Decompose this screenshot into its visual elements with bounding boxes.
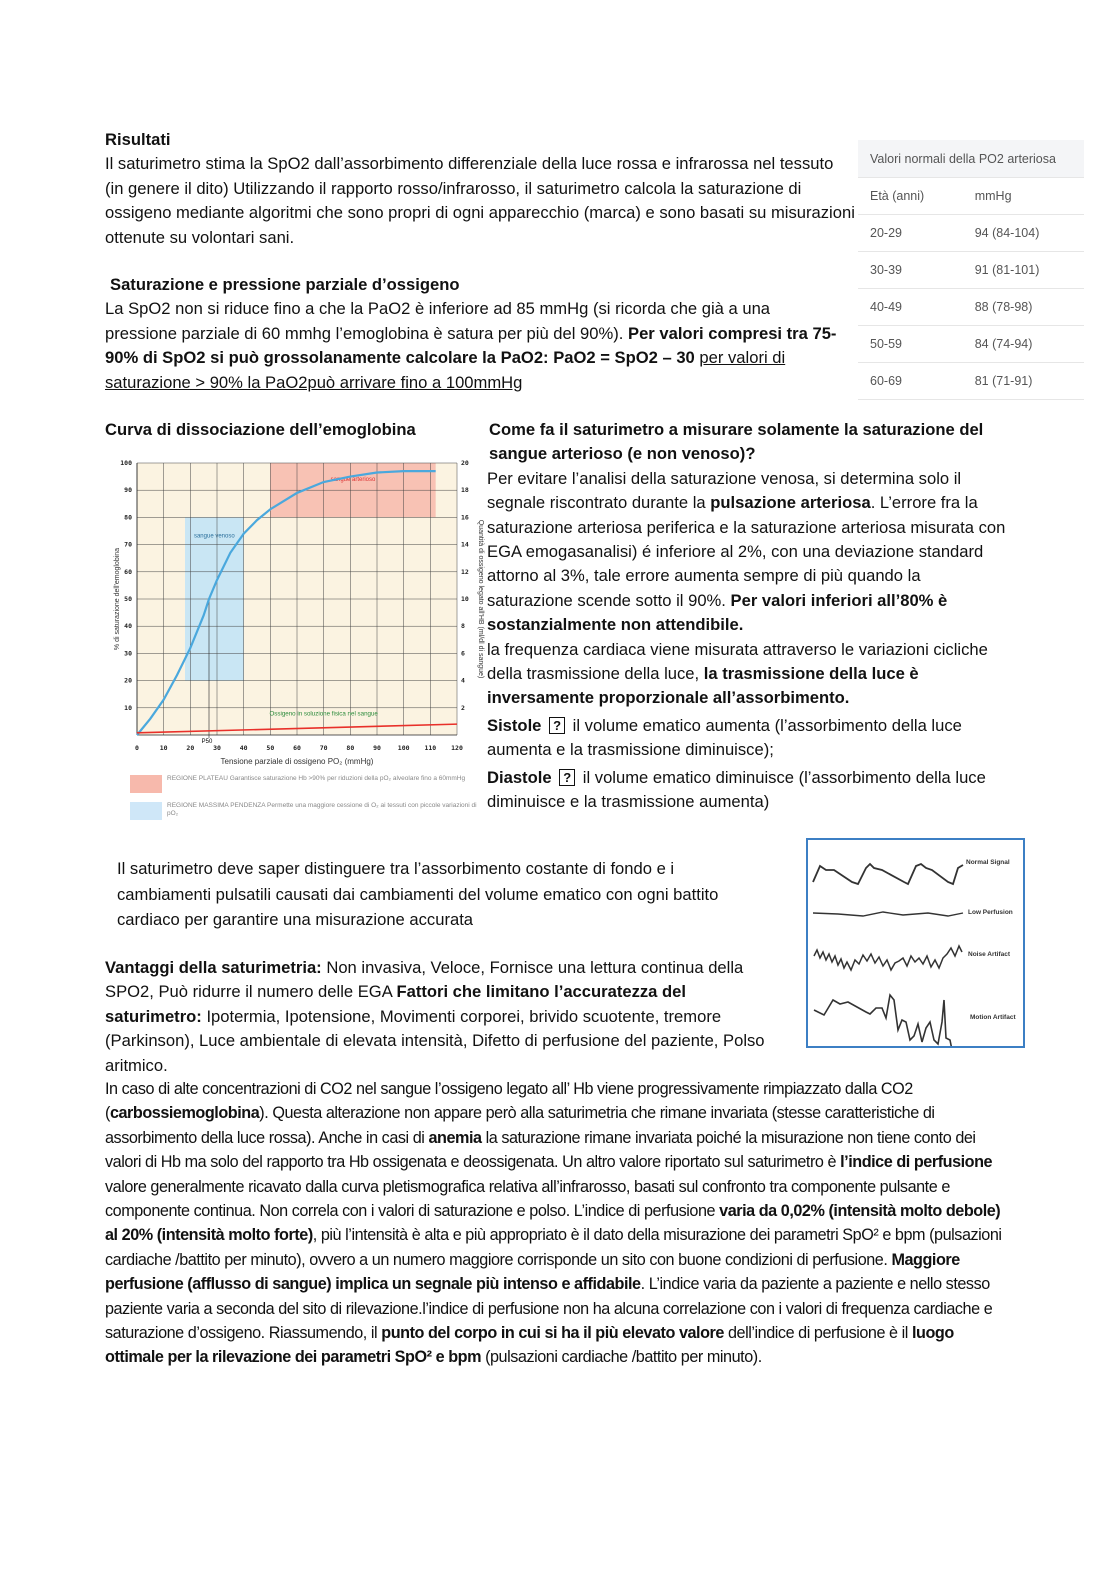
text-run: Il saturimetro stima la SpO2 dall’assorbimento differenziale della luce rossa e infrarossa nel tessuto (in genere il dito) Utilizzando il rapporto rosso/infrarosso, il saturimetro calcola la saturazione di ossigeno mediante algoritmi che sono propri di ogni apparecchio (marca) e sono basati su misurazioni ottenute su volontari sani. (105, 154, 855, 247)
systole-text: il volume ematico aumenta (l’assorbimento della luce aumenta e la trasmissione diminuisce); (487, 715, 962, 760)
y-tick-label: 50 (124, 595, 132, 603)
text-run: Ipotermia, Ipotensione, Movimenti corporei, brivido scuotente, tremore (Parkinson), Luce ambientale di elevata intensità, Difetto di perfusione del paziente, Polso aritmico. (105, 1006, 765, 1075)
y-tick-label: 10 (124, 703, 132, 712)
saturation-section (105, 273, 840, 395)
bold-text: anemia (428, 1128, 482, 1147)
curve-heading: Curva di dissociazione dell’emoglobina (105, 420, 416, 439)
table-row (858, 289, 1084, 326)
y2-tick-label: 10 (461, 595, 469, 603)
waveform-graphics (808, 840, 1023, 1046)
results-section (105, 128, 855, 250)
p50-label: P50 (201, 739, 213, 745)
x-tick-label: 70 (319, 744, 328, 752)
waveform-label: Motion Artifact (970, 1014, 1016, 1021)
normal-signal-wave (813, 864, 963, 884)
diastole-line (487, 766, 1007, 815)
y2-axis-label: Quantità di ossigeno legato all'HB (ml/dl di sangue) (477, 519, 484, 679)
table-row (858, 252, 1084, 289)
y2-tick-label: 18 (461, 486, 469, 495)
how-section (487, 418, 1007, 815)
y2-tick-label: 8 (461, 622, 465, 631)
y2-tick-label: 4 (461, 676, 465, 685)
cell: 91 (81-101) (963, 252, 1084, 289)
y2-tick-label: 16 (461, 513, 469, 522)
region-label: sangue arterioso (330, 477, 376, 483)
arrow-placeholder-icon: ? (559, 769, 575, 786)
legend-swatch (130, 802, 162, 820)
results-paragraph (105, 152, 855, 250)
waveform-label: Noise Artifact (968, 951, 1011, 958)
bold-text: Vantaggi della saturimetria: (105, 958, 322, 977)
cell: 84 (74-94) (963, 326, 1084, 363)
noise-artifact-wave (814, 946, 962, 970)
po2-table-title: Valori normali della PO2 arteriosa (858, 140, 1084, 178)
arrow-placeholder-icon: ? (549, 717, 565, 734)
cell: 40-49 (858, 289, 963, 326)
underlined-text: per valori di saturazione > 90% la PaO2può arrivare fino a 100mmHg (105, 348, 786, 392)
y2-tick-label: 12 (461, 567, 469, 576)
legend-text: REGIONE MASSIMA PENDENZA Permette una maggiore cessione di O₂ ai tessuti con piccole variazioni di pO₂ (167, 802, 477, 817)
y-axis-label: % di saturazione dell'emoglobina (114, 547, 121, 651)
x-tick-label: 20 (186, 744, 195, 752)
x-tick-label: 90 (373, 744, 381, 752)
advantages-paragraph (105, 956, 765, 1078)
text-run: . L’indice varia da paziente a paziente e nello stesso paziente varia a seconda del sito di rilevazione.l’indice di perfusione non ha alcuna correlazione con i valori di frequenza cardiache e saturazione d’ossigeno. Riassumendo, il (105, 1275, 993, 1343)
po2-table-header (858, 178, 1084, 215)
cell: 81 (71-91) (963, 363, 1084, 400)
y2-tick-label: 6 (461, 649, 465, 658)
column-header: mmHg (963, 178, 1084, 215)
text-run: valore generalmente ricavato dalla curva pletismografica relativa all’infrarosso, basati sul confronto tra componente pulsante e componente continua. Non correla con i valori di saturazione e polso. L’indice di perfusione (105, 1177, 950, 1221)
x-tick-label: 10 (159, 744, 168, 752)
table-row (858, 363, 1084, 400)
y2-tick-label: 20 (461, 459, 469, 467)
cell: 88 (78-98) (963, 289, 1084, 326)
y-tick-label: 100 (120, 459, 132, 467)
bold-text: Maggiore perfusione (afflusso di sangue) implica un segnale più intenso e affidabile (105, 1250, 960, 1294)
text-run: la saturazione rimane invariata poiché la misurazione non tiene conto dei valori di Hb ma solo del rapporto tra Hb ossigenata e deossigenata. Un altro valore riportato sul saturimetro è (105, 1128, 976, 1172)
pulse-waveform-figure (806, 838, 1025, 1048)
how-paragraph (487, 467, 1007, 638)
text-run: ). Questa alterazione non appare però alla saturimetria che rimane invariata (stesse caratteristiche di assorbimento della luce rossa). Anche in casi di (105, 1104, 935, 1147)
how-heading: Come fa il saturimetro a misurare solamente la saturazione del sangue arterioso (e non venoso)? (489, 420, 984, 464)
legend-entry (167, 802, 477, 826)
bold-text: Per valori inferiori all’80% è sostanzialmente non attendibile. (487, 590, 948, 635)
cell: 20-29 (858, 215, 963, 252)
x-tick-label: 110 (424, 744, 437, 752)
column-header: Età (anni) (858, 178, 963, 215)
cell: 50-59 (858, 326, 963, 363)
text-run: La SpO2 non si riduce fino a che la PaO2 è inferiore ad 85 mmHg (si ricorda che già a una pressione parziale di 60 mmhg l’emoglobina è satura per più del 90%). (105, 299, 771, 343)
text-run: . L’errore fra la saturazione arteriosa periferica e la saturazione arteriosa misurata con EGA emogasanalisi) é inferiore al 2%, con una deviazione standard attorno al 3%, tale errore aumenta sempre di più quando la saturazione scende sotto il 90%. (487, 493, 1006, 610)
y-tick-label: 60 (124, 567, 132, 576)
x-tick-label: 50 (266, 744, 275, 752)
how-paragraph-2 (487, 638, 1007, 711)
po2-table (858, 140, 1084, 400)
motion-artifact-wave (814, 995, 958, 1046)
text-run: , più l’intensità è alta e più appropriato è il dato della misurazione dei parametri SpO² e bpm (pulsazioni cardiache /battito per minuto), ovvero a un numero maggiore corrisponde un sito con buone condizioni di perfusione. (105, 1226, 1002, 1269)
bold-text: luogo ottimale per la rilevazione dei parametri SpO² e bpm (105, 1324, 954, 1367)
x-axis-label: Tensione parziale di ossigeno PO₂ (mmHg) (220, 757, 374, 766)
bold-text: Fattori che limitano l’accuratezza del saturimetro: (105, 982, 687, 1026)
low-perfusion-wave (813, 912, 963, 916)
legend-entry (167, 775, 477, 799)
bold-text: Per valori compresi tra 75- 90% di SpO2 si può grossolanamente calcolare la PaO2: PaO2 = SpO2 – 30 (105, 323, 837, 368)
x-tick-label: 100 (397, 744, 410, 752)
dissociation-chart (105, 448, 485, 838)
x-tick-label: 120 (451, 744, 463, 752)
text-run: (pulsazioni cardiache /battito per minuto). (481, 1348, 762, 1367)
legend-swatch (130, 775, 162, 793)
y-tick-label: 80 (124, 513, 132, 522)
y-tick-label: 40 (124, 622, 132, 631)
cell: 94 (84-104) (963, 215, 1084, 252)
saturation-paragraph (105, 297, 840, 395)
bold-text: varia da 0,02% (intensità molto debole) al 20% (intensità molto forte) (105, 1202, 1001, 1245)
bold-text: la trasmissione della luce è inversamente proporzionale all’assorbimento. (487, 664, 919, 708)
y-tick-label: 70 (124, 540, 132, 549)
waveform-label: Low Perfusion (968, 909, 1013, 916)
series-label: Ossigeno in soluzione fisica nel sangue (269, 710, 378, 718)
x-tick-label: 30 (213, 744, 221, 752)
bold-text: pulsazione arteriosa (710, 493, 871, 513)
region-label: sangue venoso (193, 533, 235, 540)
saturation-heading: Saturazione e pressione parziale d’ossigeno (110, 275, 460, 294)
waveform-label: Normal Signal (966, 859, 1010, 866)
text-run: In caso di alte concentrazioni di CO2 nel sangue l’ossigeno legato all’ Hb viene progressivamente rimpiazzato dalla CO2 ( (105, 1080, 913, 1123)
table-row (858, 326, 1084, 363)
y-tick-label: 90 (124, 486, 132, 495)
systole-line (487, 714, 1007, 763)
x-tick-label: 60 (293, 744, 301, 752)
systole-label: Sistole (487, 715, 542, 735)
text-run: la frequenza cardiaca viene misurata attraverso le variazioni cicliche della trasmissione della luce, (487, 639, 988, 684)
cell: 60-69 (858, 363, 963, 400)
text-run: Per evitare l’analisi della saturazione venosa, si determina solo il segnale riscontrato durante la (487, 468, 962, 513)
x-tick-label: 40 (239, 744, 248, 752)
y-tick-label: 20 (124, 676, 132, 685)
legend-text: REGIONE PLATEAU Garantisce saturazione Hb >90% per riduzioni della pO₂ alveolare fino a 60mmHg (167, 775, 466, 782)
bold-text: carbossiemoglobina (109, 1104, 260, 1123)
text-run: Non invasiva, Veloce, Fornisce una lettura continua della SPO2, Può ridurre il numero delle EGA (105, 958, 744, 1002)
diastole-label: Diastole (487, 767, 552, 787)
cell: 30-39 (858, 252, 963, 289)
y-tick-label: 30 (124, 649, 132, 658)
bold-text: l’indice di perfusione (840, 1153, 993, 1172)
y2-tick-label: 2 (461, 703, 465, 712)
bold-text: punto del corpo in cui si ha il più elevato valore (381, 1324, 724, 1343)
distinguish-paragraph: Il saturimetro deve saper distinguere tra l’assorbimento costante di fondo e i cambiamenti pulsatili causati dai cambiamenti del volume ematico con ogni battito cardiaco per garantire una misurazione accurata (117, 859, 719, 929)
final-paragraph (105, 1077, 1010, 1370)
y2-tick-label: 14 (461, 540, 469, 549)
diastole-text: il volume ematico diminuisce (l’assorbimento della luce diminuisce e la trasmissione aumenta) (487, 767, 986, 812)
x-tick-label: 0 (135, 744, 139, 752)
results-heading: Risultati (105, 130, 171, 149)
table-row (858, 215, 1084, 252)
text-run: dell’indice di perfusione è il (723, 1324, 912, 1343)
x-tick-label: 80 (346, 744, 355, 752)
